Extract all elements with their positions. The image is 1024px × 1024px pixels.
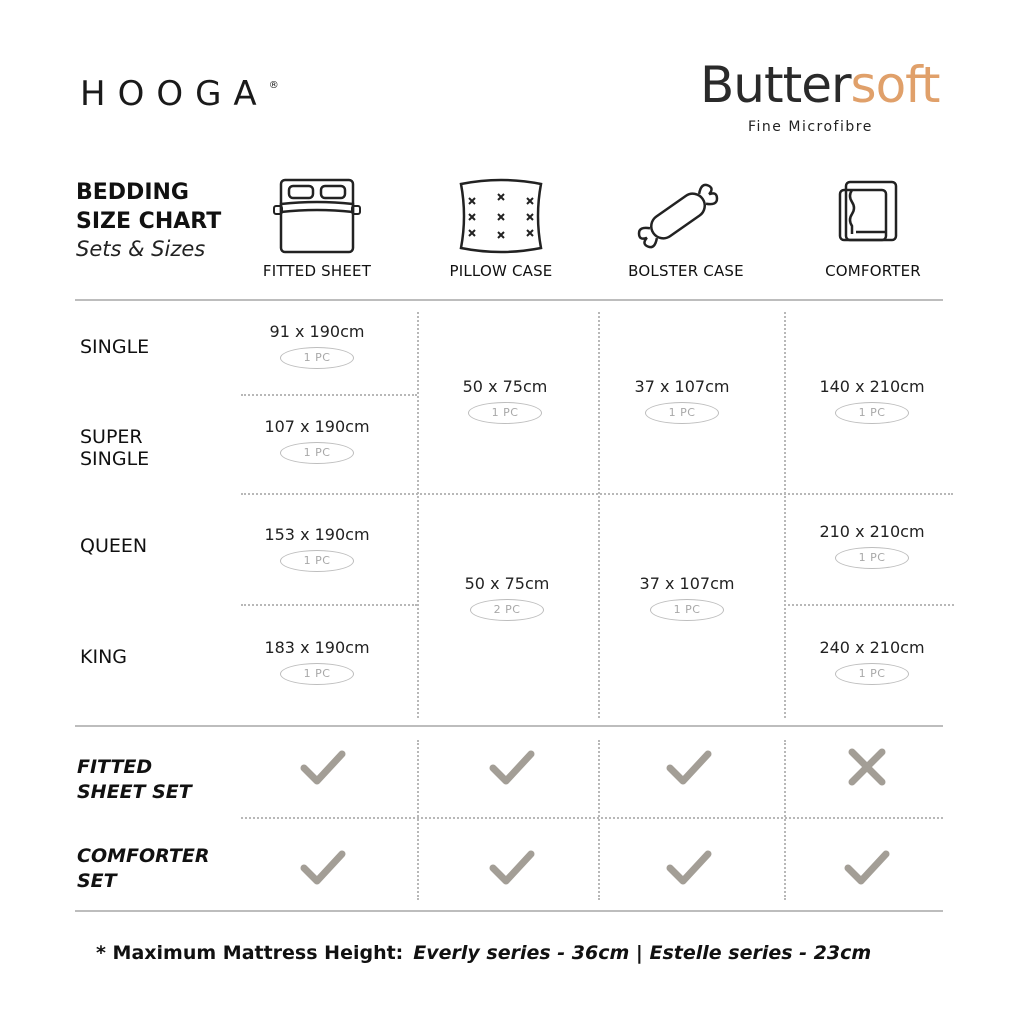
column-header-bolster-case: BOLSTER CASE: [628, 262, 744, 280]
grid-line: [784, 604, 954, 606]
pillow-case-icon: [455, 176, 547, 256]
quantity-badge: 1 PC: [280, 442, 354, 464]
logo-tagline: Fine Microfibre: [748, 119, 873, 135]
check-icon: [664, 746, 714, 790]
chart-title: BEDDING SIZE CHART: [76, 180, 222, 234]
divider-middle: [75, 725, 943, 727]
grid-line: [598, 740, 600, 900]
buttersoft-logo: Buttersoft: [700, 56, 940, 114]
quantity-badge: 1 PC: [835, 402, 909, 424]
size-cell-fitted-queen: 153 x 190cm 1 PC: [237, 525, 397, 572]
check-icon: [664, 846, 714, 890]
fitted-sheet-icon: [272, 176, 362, 256]
comforter-icon: [832, 176, 902, 246]
size-cell-fitted-king: 183 x 190cm 1 PC: [237, 638, 397, 685]
grid-line: [241, 817, 943, 819]
size-cell-fitted-single: 91 x 190cm 1 PC: [237, 322, 397, 369]
grid-line: [241, 604, 417, 606]
row-label-single: SINGLE: [80, 336, 150, 358]
row-label-super-single: SUPER SINGLE: [80, 426, 150, 470]
grid-line: [241, 394, 417, 396]
grid-line: [417, 312, 419, 718]
row-label-fitted-sheet-set: FITTED SHEET SET: [77, 756, 192, 803]
grid-line: [417, 740, 419, 900]
quantity-badge: 2 PC: [470, 599, 544, 621]
divider-bottom: [75, 910, 943, 912]
quantity-badge: 1 PC: [645, 402, 719, 424]
size-cell-pillow-queen-king: 50 x 75cm 2 PC: [427, 574, 587, 621]
hooga-logo: HOOGA®: [80, 74, 279, 114]
grid-line: [241, 493, 953, 495]
row-label-comforter-set: COMFORTER SET: [77, 845, 210, 892]
check-icon: [298, 846, 348, 890]
grid-line: [598, 312, 600, 718]
grid-line: [784, 740, 786, 900]
quantity-badge: 1 PC: [280, 550, 354, 572]
check-icon: [298, 746, 348, 790]
chart-subtitle: Sets & Sizes: [76, 237, 206, 261]
quantity-badge: 1 PC: [835, 547, 909, 569]
quantity-badge: 1 PC: [468, 402, 542, 424]
bolster-case-icon: [628, 176, 728, 256]
size-cell-pillow-single: 50 x 75cm 1 PC: [425, 377, 585, 424]
size-cell-comforter-king: 240 x 210cm 1 PC: [792, 638, 952, 685]
footnote: * Maximum Mattress Height: Everly series - 36cm | Estelle series - 23cm: [96, 942, 872, 964]
size-cell-comforter-queen: 210 x 210cm 1 PC: [792, 522, 952, 569]
quantity-badge: 1 PC: [280, 347, 354, 369]
divider-top: [75, 299, 943, 301]
grid-line: [784, 312, 786, 718]
check-icon: [487, 846, 537, 890]
column-header-fitted-sheet: FITTED SHEET: [262, 262, 372, 280]
column-header-pillow-case: PILLOW CASE: [449, 262, 553, 280]
quantity-badge: 1 PC: [835, 663, 909, 685]
column-header-comforter: COMFORTER: [825, 262, 921, 280]
size-cell-bolster-queen-king: 37 x 107cm 1 PC: [607, 574, 767, 621]
quantity-badge: 1 PC: [650, 599, 724, 621]
cross-icon: [842, 746, 892, 790]
check-icon: [487, 746, 537, 790]
size-cell-fitted-super-single: 107 x 190cm 1 PC: [237, 417, 397, 464]
check-icon: [842, 846, 892, 890]
row-label-queen: QUEEN: [80, 535, 148, 557]
row-label-king: KING: [80, 646, 127, 668]
size-cell-bolster-single: 37 x 107cm 1 PC: [602, 377, 762, 424]
quantity-badge: 1 PC: [280, 663, 354, 685]
size-cell-comforter-single: 140 x 210cm 1 PC: [792, 377, 952, 424]
